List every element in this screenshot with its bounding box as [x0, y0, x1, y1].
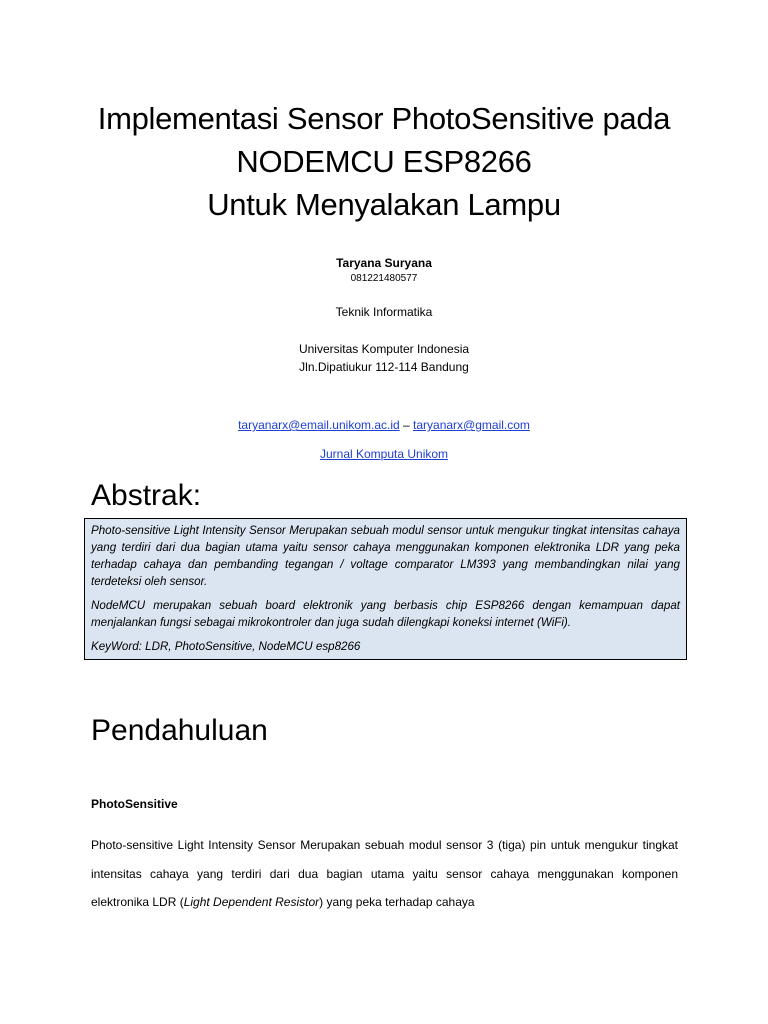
title-line-2: NODEMCU ESP8266	[236, 144, 532, 179]
title-line-3: Untuk Menyalakan Lampu	[207, 187, 561, 222]
university-name: Universitas Komputer Indonesia	[298, 342, 470, 356]
author-phone: 081221480577	[350, 273, 418, 284]
email-links	[0, 418, 768, 432]
author-department: Teknik Informatika	[335, 305, 433, 319]
abstract-heading: Abstrak:	[91, 479, 202, 512]
intro-text-end: ) yang peka terhadap cahaya	[319, 895, 475, 909]
document-title	[40, 97, 728, 226]
email-separator: –	[399, 418, 414, 432]
photosensitive-subheading: PhotoSensitive	[91, 797, 178, 811]
introduction-paragraph	[91, 831, 678, 917]
abstract-box	[84, 518, 687, 660]
intro-text-start: Photo-sensitive Light Intensity Sensor Merupakan sebuah modul sensor 3 (tiga) pin untuk mengukur tingkat intensitas cahaya yang terdiri dari dua bagian utama yaitu sensor cahaya menggunakan komponen elektronika LDR (	[91, 838, 678, 909]
email-link-gmail[interactable]: taryanarx@gmail.com	[413, 418, 530, 432]
title-line-1: Implementasi Sensor PhotoSensitive pada	[97, 101, 671, 136]
abstract-paragraph-1: Photo-sensitive Light Intensity Sensor Merupakan sebuah modul sensor untuk mengukur tingkat intensitas cahaya yang terdiri dari dua bagian utama yaitu sensor cahaya menggunakan komponen elektronika LDR yang peka terhadap cahaya dan pembanding tegangan / voltage comparator LM393 yang membandingkan nilai yang terdeteksi oleh sensor.	[91, 524, 680, 588]
journal-link[interactable]: Jurnal Komputa Unikom	[319, 447, 449, 461]
author-affiliation	[0, 340, 768, 376]
abstract-keywords: KeyWord: LDR, PhotoSensitive, NodeMCU esp8266	[91, 640, 361, 653]
author-name: Taryana Suryana	[336, 256, 432, 270]
email-link-unikom[interactable]: taryanarx@email.unikom.ac.id	[238, 418, 400, 432]
journal-link-container	[0, 447, 768, 461]
university-address: Jln.Dipatiukur 112-114 Bandung	[299, 360, 469, 374]
introduction-heading: Pendahuluan	[91, 714, 268, 747]
abstract-paragraph-2: NodeMCU merupakan sebuah board elektronik yang berbasis chip ESP8266 dengan kemampuan dapat menjalankan fungsi sebagai mikrokontroler dan juga sudah dilengkapi koneksi internet (WiFi).	[91, 599, 680, 629]
intro-text-italic: Light Dependent Resistor	[183, 895, 320, 909]
